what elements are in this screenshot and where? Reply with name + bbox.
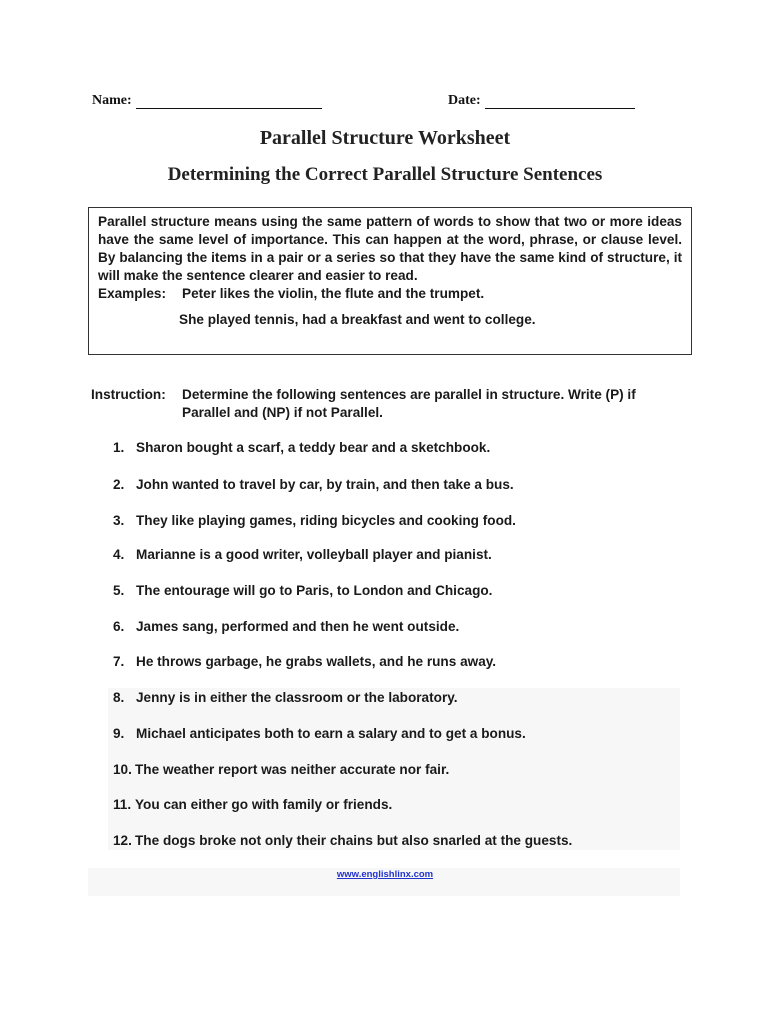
question-text: He throws garbage, he grabs wallets, and he runs away. — [136, 654, 497, 669]
question-text: The weather report was neither accurate nor fair. — [135, 762, 450, 777]
list-item — [113, 547, 492, 567]
question-text: Michael anticipates both to earn a salary and to get a bonus. — [136, 726, 526, 741]
list-item — [113, 797, 392, 817]
worksheet-title: Parallel Structure Worksheet — [259, 127, 511, 149]
name-field[interactable] — [92, 93, 322, 109]
list-item — [113, 762, 449, 782]
question-text: John wanted to travel by car, by train, and then take a bus. — [136, 477, 514, 492]
list-item — [113, 690, 458, 710]
question-number: 10. — [113, 762, 132, 777]
header-row — [92, 93, 652, 113]
question-number: 5. — [113, 583, 125, 598]
date-blank-line[interactable] — [485, 95, 635, 109]
question-text: James sang, performed and then he went outside. — [136, 619, 460, 634]
intro-box — [88, 207, 692, 355]
examples-line — [98, 285, 682, 303]
intro-text: Parallel structure means using the same pattern of words to show that two or more ideas have the same level of importance. This can happen at the word, phrase, or clause level. By balancing the items in a pair or a series so that they have the same kind of structure, it will make the sentence clearer and easier to read. — [98, 214, 682, 283]
question-number: 1. — [113, 440, 125, 455]
list-item — [113, 654, 496, 674]
list-item — [113, 513, 516, 533]
question-text: You can either go with family or friends. — [135, 797, 393, 812]
question-number: 9. — [113, 726, 125, 741]
question-number: 7. — [113, 654, 125, 669]
date-field[interactable] — [448, 93, 635, 109]
name-blank-line[interactable] — [136, 95, 322, 109]
question-number: 6. — [113, 619, 125, 634]
list-item — [113, 619, 459, 639]
example-2: She played tennis, had a breakfast and went to college. — [179, 312, 536, 327]
list-item — [113, 833, 572, 853]
name-label: Name: — [92, 93, 132, 108]
question-text: They like playing games, riding bicycles and cooking food. — [136, 513, 516, 528]
question-text: The dogs broke not only their chains but also snarled at the guests. — [135, 833, 573, 848]
worksheet-subtitle: Determining the Correct Parallel Structure Sentences — [167, 164, 603, 185]
question-number: 8. — [113, 690, 125, 705]
question-number: 12. — [113, 833, 132, 848]
question-text: Sharon bought a scarf, a teddy bear and a sketchbook. — [136, 440, 491, 455]
question-text: The entourage will go to Paris, to London and Chicago. — [136, 583, 493, 598]
question-number: 11. — [113, 797, 132, 812]
instruction-label: Instruction: — [91, 387, 166, 402]
question-number: 3. — [113, 513, 125, 528]
question-number: 2. — [113, 477, 125, 492]
list-item — [113, 583, 492, 603]
examples-label: Examples: — [98, 286, 167, 301]
instruction-text: Determine the following sentences are parallel in structure. Write (P) if Parallel and (NP) if not Parallel. — [182, 387, 636, 420]
date-label: Date: — [448, 93, 481, 108]
list-item — [113, 726, 526, 746]
example-1: Peter likes the violin, the flute and the trumpet. — [182, 286, 485, 301]
question-number: 4. — [113, 547, 125, 562]
footer-website-link[interactable]: www.englishlinx.com — [336, 869, 434, 880]
list-item — [113, 440, 490, 460]
list-item — [113, 477, 514, 497]
question-text: Jenny is in either the classroom or the laboratory. — [136, 690, 458, 705]
question-text: Marianne is a good writer, volleyball player and pianist. — [136, 547, 492, 562]
